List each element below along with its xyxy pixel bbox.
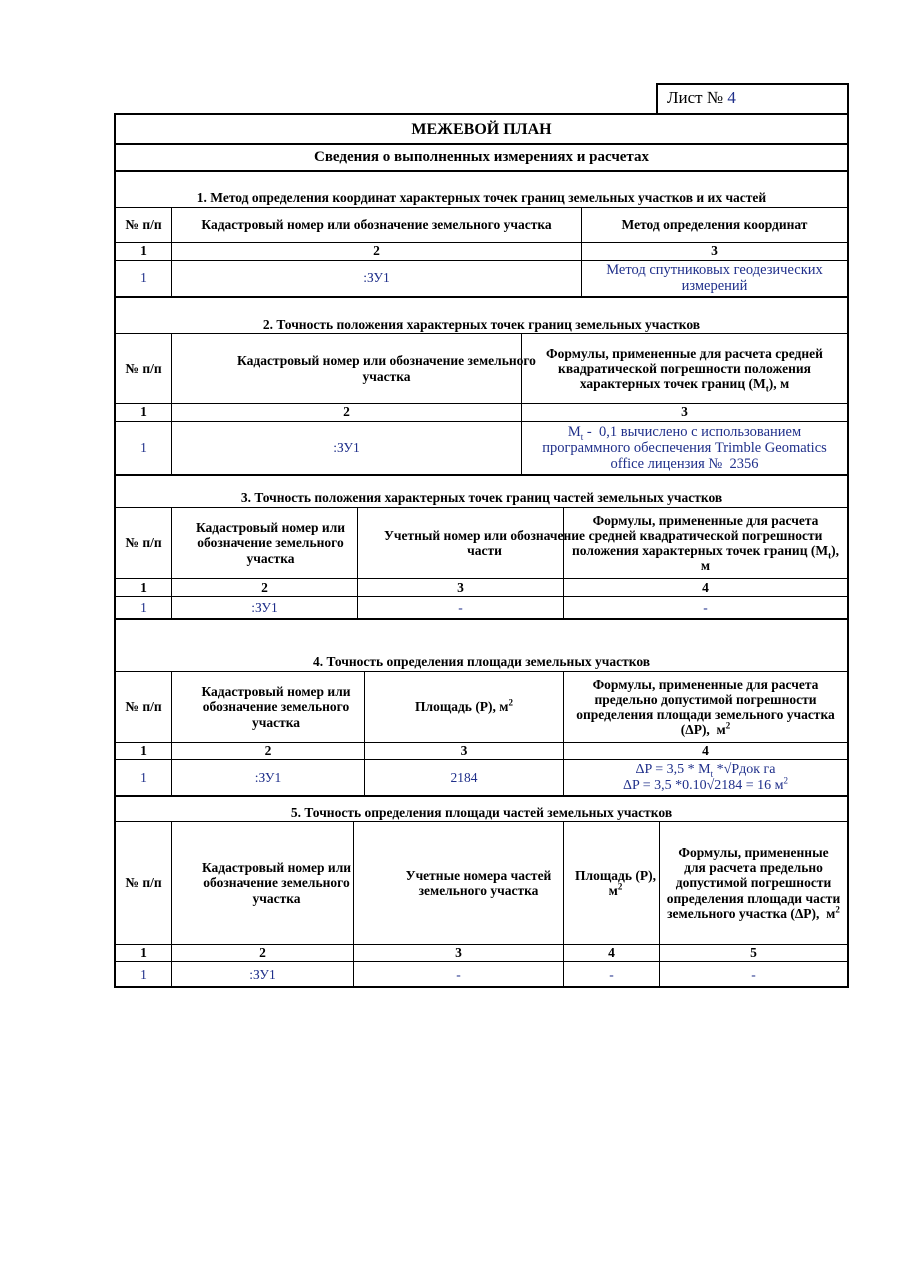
section3-header-cadastral: Кадастровый номер или обозначение земельного участка — [195, 520, 346, 566]
section4-header-num: № п/п — [125, 699, 162, 715]
section3-row-formula: - — [703, 599, 708, 615]
section5-row-formula: - — [751, 966, 756, 982]
section3-row-num: 1 — [140, 599, 147, 615]
section5-header-formula: Формулы, примененные для расчета предельно допустимой погрешности определения площади части земельного участка (ΔP), $м^2$ — [666, 845, 841, 921]
section2-heading: 2. Точность положения характерных точек границ земельных участков — [262, 316, 701, 332]
section1-header-cadastral: Кадастровый номер или обозначение земельного участка — [201, 217, 552, 233]
section4-header-cadastral: Кадастровый номер или обозначение земельного участка — [201, 684, 351, 730]
section5-header-parts: Учетные номера частей земельного участка — [405, 867, 552, 898]
section1-heading: 1. Метод определения координат характерных точек границ земельных участков и их частей — [196, 190, 767, 206]
section5-header-area: Площадь (P), $м^2$ — [575, 867, 656, 898]
section5-heading: 5. Точность определения площади частей земельных участков — [290, 805, 673, 821]
section1-row-num: 1 — [140, 270, 147, 286]
section5-colnum-5: 5 — [750, 945, 757, 961]
section4-formula-line2: ΔP = 3,5 *0.10√2184 = 16 $м^2$ — [622, 774, 789, 793]
section2-colnum-1: 1 — [140, 404, 147, 420]
section2-header-formula: Формулы, примененные для расчета средней квадратической погрешности положения характерных точек границ $(M_t)$, м — [546, 345, 823, 394]
section2-row-num: 1 — [140, 440, 147, 456]
section2-header-cadastral: Кадастровый номер или обозначение земельного участка — [237, 353, 536, 384]
section3-row-part: - — [458, 599, 463, 615]
section5-header-cadastral: Кадастровый номер или обозначение земельного участка — [201, 860, 352, 906]
sheet-number: 4 — [727, 88, 736, 107]
page-subtitle: Сведения о выполненных измерениях и расчетах — [313, 149, 649, 166]
section5-colnum-4: 4 — [608, 945, 615, 961]
sheet-label: Лист № — [667, 88, 724, 107]
section4-colnum-3: 3 — [460, 743, 468, 759]
section4-colnum-1: 1 — [140, 743, 147, 759]
section3-header-num: № п/п — [125, 535, 162, 551]
section2-colnum-2: 2 — [343, 404, 350, 420]
section1-row-cadastral: :ЗУ1 — [363, 270, 390, 286]
section4-header-area: Площадь (P), $м^2$ — [415, 697, 513, 715]
section2-row-cadastral: :ЗУ1 — [333, 440, 360, 456]
section4-header-formula: Формулы, примененные для расчета предельно допустимой погрешности определения площади земельного участка (ΔP), $м^2$ — [576, 676, 835, 738]
section3-row-cadastral: :ЗУ1 — [251, 599, 278, 615]
section5-row-area: - — [609, 966, 614, 982]
section4-row-num: 1 — [140, 769, 147, 785]
section3-heading: 3. Точность положения характерных точек границ частей земельных участков — [240, 490, 723, 506]
section5-colnum-2: 2 — [259, 945, 266, 961]
section2-row-formula: $M_t - 0,1$ вычислено с использованием программного обеспечения Trimble Geomatics office лицензия № 2356 — [542, 423, 827, 473]
section3-colnum-4: 4 — [702, 579, 709, 595]
section4-row-area: 2184 — [450, 769, 478, 785]
section3-colnum-3: 3 — [457, 579, 464, 595]
section3-header-formula: Формулы, примененные для расчета средней квадратической погрешности положения характерных точек границ $(M_t)$, м — [572, 512, 839, 574]
page-title: МЕЖЕВОЙ ПЛАН — [411, 120, 552, 138]
section2-header-num: № п/п — [125, 360, 162, 376]
section5-colnum-1: 1 — [140, 945, 147, 961]
section4-row-cadastral: :ЗУ1 — [254, 769, 282, 785]
section1-colnum-1: 1 — [140, 243, 147, 259]
section1-header-method: Метод определения координат — [621, 217, 808, 233]
section5-row-parts: - — [456, 966, 461, 982]
section2-colnum-3: 3 — [681, 404, 688, 420]
section4-heading: 4. Точность определения площади земельных участков — [312, 654, 651, 670]
section5-header-num: № п/п — [125, 875, 162, 891]
section1-header-num: № п/п — [125, 217, 162, 233]
section4-colnum-2: 2 — [264, 743, 272, 759]
section1-row-method: Метод спутниковых геодезических измерений — [606, 261, 823, 294]
section1-colnum-3: 3 — [711, 243, 718, 259]
boundary-plan-form — [114, 113, 849, 988]
section4-colnum-4: 4 — [702, 743, 709, 759]
section3-header-part: Учетный номер или обозначение части — [383, 527, 586, 558]
section4-formula-line1: $\Delta P = 3,5 * M_t$ *√Pдок га — [635, 761, 776, 779]
sheet-number-box — [656, 83, 849, 114]
section5-colnum-3: 3 — [455, 945, 462, 961]
section5-row-num: 1 — [140, 966, 147, 982]
section4-row-formula — [564, 760, 847, 795]
section3-colnum-1: 1 — [140, 579, 147, 595]
section1-colnum-2: 2 — [373, 243, 380, 259]
section3-colnum-2: 2 — [261, 579, 268, 595]
section5-row-cadastral: :ЗУ1 — [249, 966, 276, 982]
